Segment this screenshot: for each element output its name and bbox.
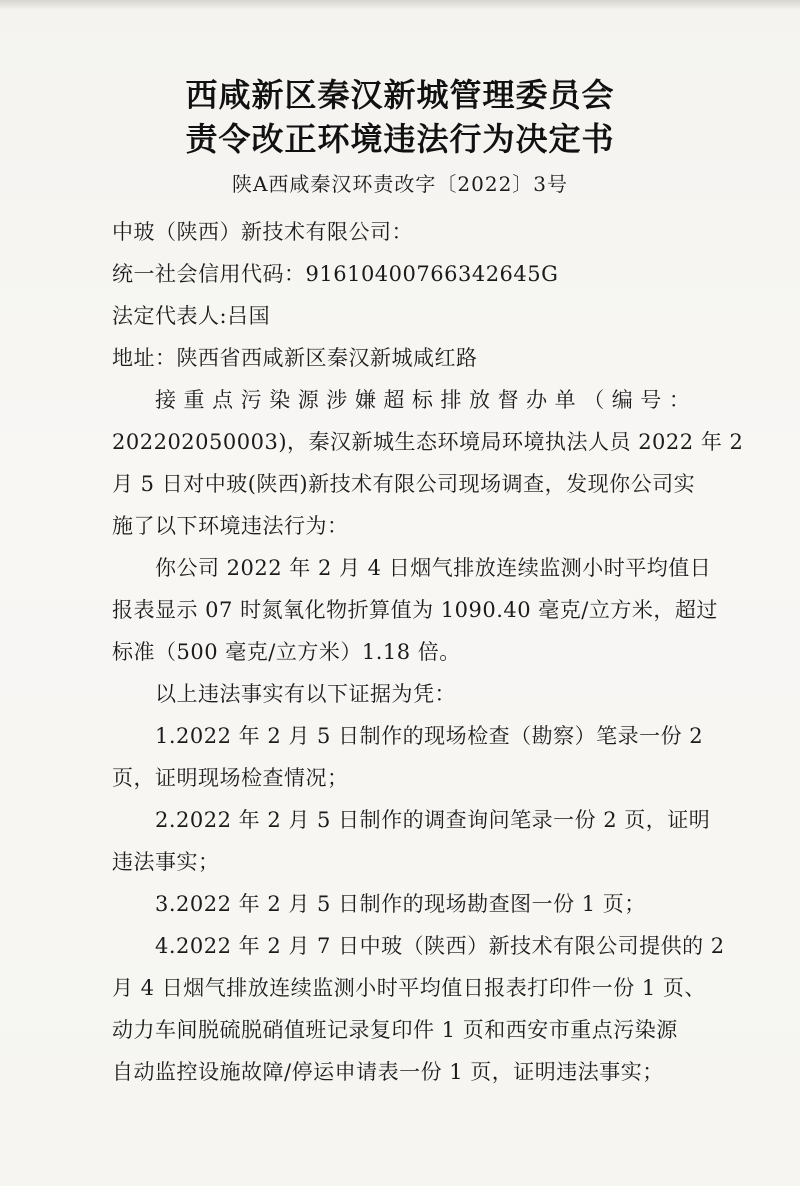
char: 编 (611, 388, 633, 412)
legal-representative: 法定代表人:吕国 (112, 304, 271, 328)
char: 号 (640, 388, 662, 412)
paragraph1-line4: 施了以下环境违法行为： (112, 514, 349, 538)
evidence4-line4: 自动监控设施故障/停运申请表一份 1 页，证明违法事实； (112, 1060, 664, 1084)
char: 超 (383, 388, 405, 412)
paragraph3: 以上违法事实有以下证据为凭： (155, 682, 456, 706)
evidence1-line1: 1.2022 年 2 月 5 日制作的现场检查（勘察）笔录一份 2 (155, 724, 704, 748)
char: 办 (526, 388, 548, 412)
evidence4-line1: 4.2022 年 2 月 7 日中玻（陕西）新技术有限公司提供的 2 (155, 934, 725, 958)
char: 污 (240, 388, 262, 412)
char: 标 (411, 388, 433, 412)
document-title-line2: 责令改正环境违法行为决定书 (185, 120, 615, 158)
paragraph1-line1 (155, 384, 690, 414)
char: 涉 (326, 388, 348, 412)
evidence4-line2: 月 4 日烟气排放连续监测小时平均值日报表打印件一份 1 页、 (112, 976, 706, 1000)
paragraph2-line3: 标准（500 毫克/立方米）1.18 倍。 (112, 640, 461, 664)
evidence3: 3.2022 年 2 月 5 日制作的现场勘查图一份 1 页； (155, 892, 646, 916)
char: （ (583, 388, 605, 412)
paragraph2-line1: 你公司 2022 年 2 月 4 日烟气排放连续监测小时平均值日 (155, 556, 712, 580)
evidence4-line3: 动力车间脱硫脱硝值班记录复印件 1 页和西安市重点污染源 (112, 1018, 678, 1042)
char: 源 (297, 388, 319, 412)
char: 染 (269, 388, 291, 412)
char: 点 (212, 388, 234, 412)
paragraph1-line2: 202202050003)，秦汉新城生态环境局环境执法人员 2022 年 2 (112, 430, 744, 454)
char: 接 (155, 388, 176, 412)
char: 放 (469, 388, 491, 412)
char: 排 (440, 388, 462, 412)
char: 重 (183, 388, 205, 412)
char: 督 (497, 388, 519, 412)
paragraph1-line3: 月 5 日对中玻(陕西)新技术有限公司现场调查，发现你公司实 (112, 472, 696, 496)
char: 单 (554, 388, 576, 412)
document-title-line1: 西咸新区秦汉新城管理委员会 (185, 76, 615, 114)
document-number: 陕A西咸秦汉环责改字〔2022〕3号 (231, 172, 569, 196)
recipient-address: 地址：陕西省西咸新区秦汉新城咸红路 (112, 346, 478, 370)
recipient-company: 中玻（陕西）新技术有限公司： (112, 220, 413, 244)
evidence1-line2: 页，证明现场检查情况； (112, 766, 349, 790)
evidence2-line1: 2.2022 年 2 月 5 日制作的调查询问笔录一份 2 页，证明 (155, 808, 711, 832)
paragraph2-line2: 报表显示 07 时氮氧化物折算值为 1090.40 毫克/立方米，超过 (112, 598, 718, 622)
evidence2-line2: 违法事实； (112, 850, 220, 874)
char: ： (668, 388, 690, 412)
char: 嫌 (354, 388, 376, 412)
credit-code: 统一社会信用代码：91610400766342645G (112, 262, 559, 286)
scan-edge-shadow (0, 0, 800, 10)
